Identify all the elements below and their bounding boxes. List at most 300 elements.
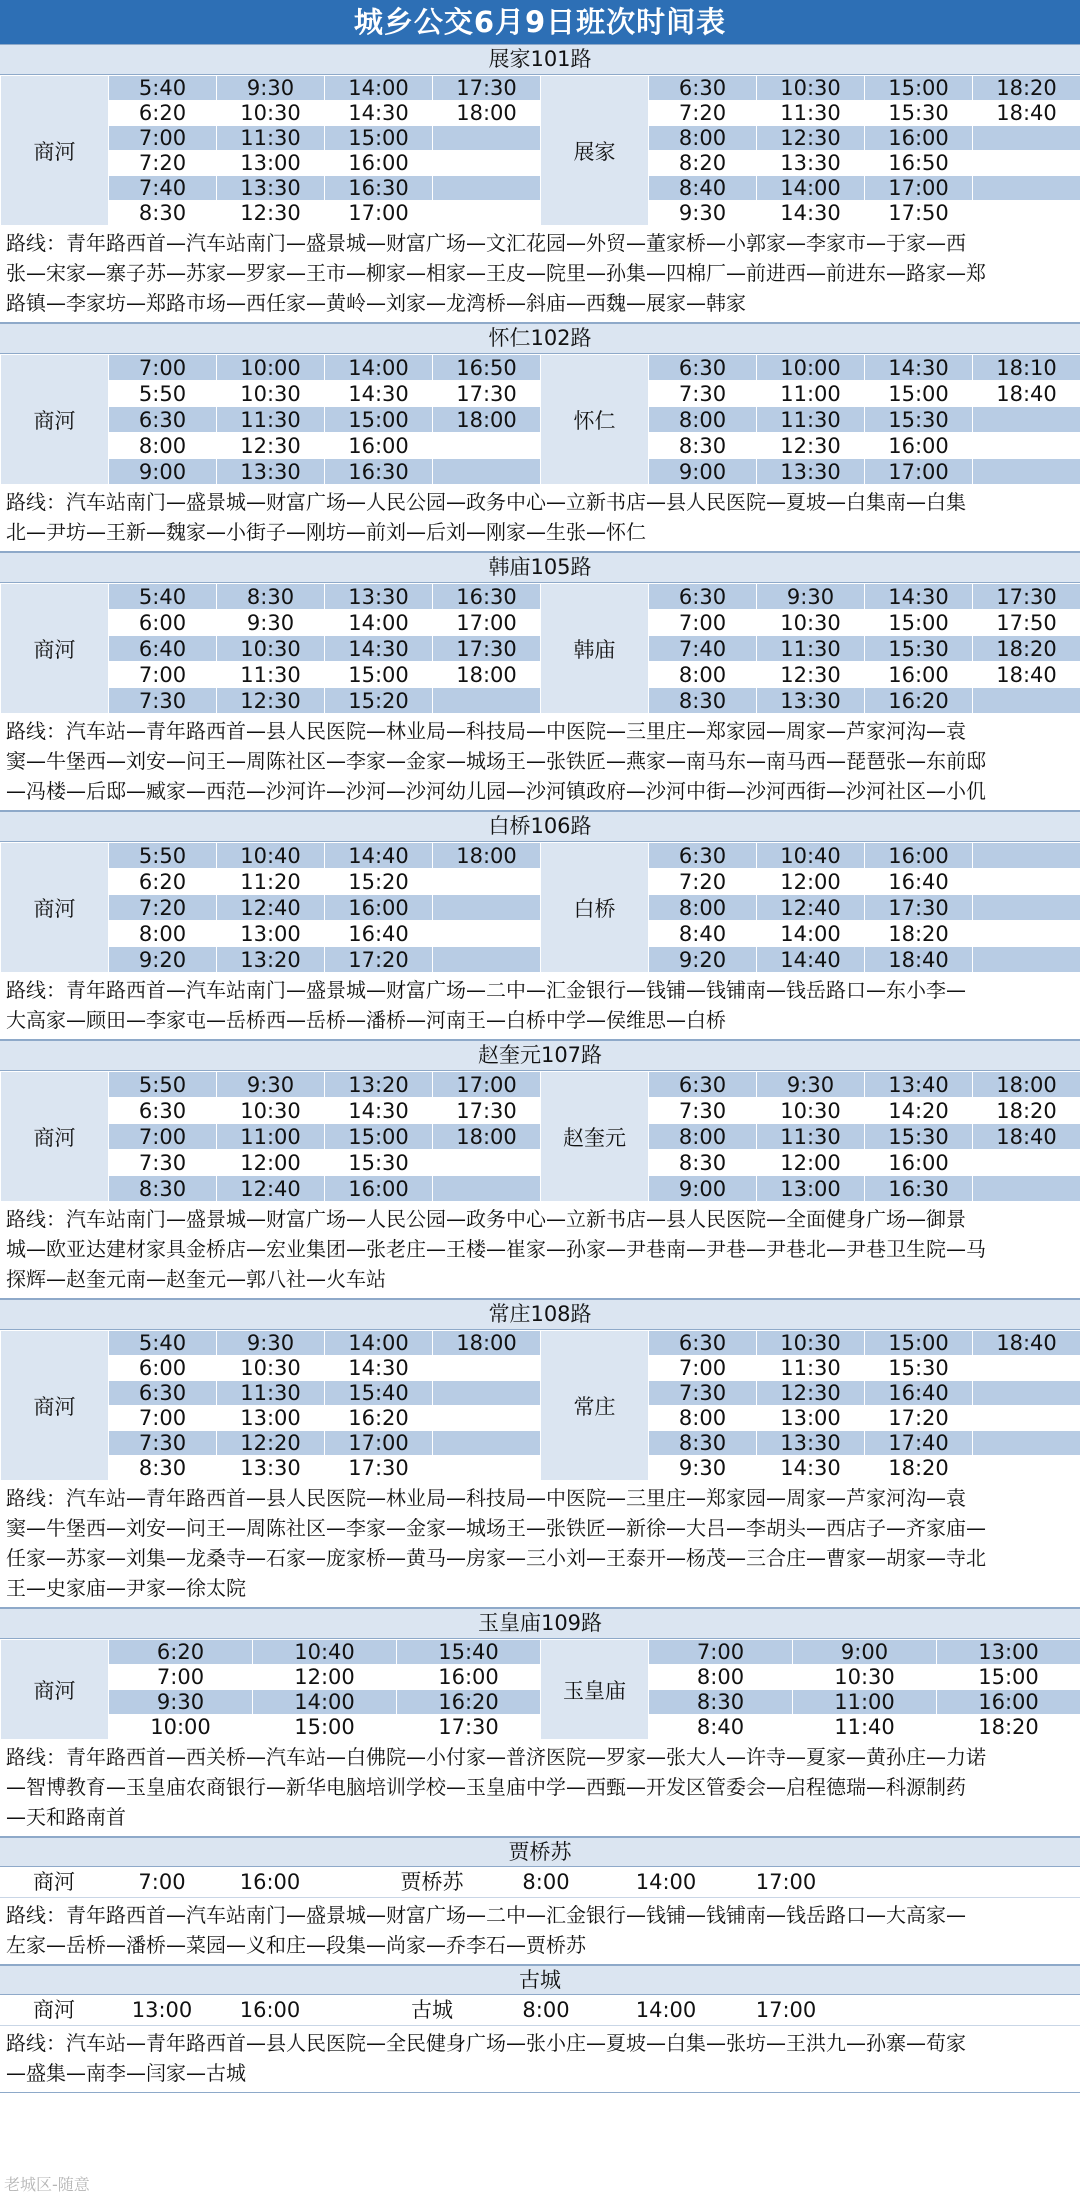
departure-time: 7:00 — [109, 126, 217, 151]
departure-time: 17:50 — [973, 610, 1080, 636]
departure-time — [973, 869, 1080, 895]
departure-time: 9:30 — [649, 201, 757, 226]
departure-time: 16:00 — [239, 1998, 301, 2022]
table-row — [1, 1124, 1080, 1150]
departure-time — [433, 947, 541, 973]
departure-time — [433, 869, 541, 895]
departure-time: 17:40 — [865, 1431, 973, 1456]
departure-time: 16:20 — [325, 1406, 433, 1431]
departure-time: 18:20 — [973, 636, 1080, 662]
route-section — [0, 44, 1080, 323]
table-row — [1, 1356, 1080, 1381]
departure-time: 6:30 — [649, 355, 757, 381]
schedule-table — [0, 1071, 1080, 1202]
departure-time — [973, 201, 1080, 226]
departure-time: 9:00 — [109, 459, 217, 485]
departure-time: 14:30 — [325, 381, 433, 407]
table-row — [1, 1715, 1080, 1740]
table-row — [1, 610, 1080, 636]
schedule-table — [0, 1639, 1080, 1740]
departure-time: 6:30 — [109, 407, 217, 433]
departure-time: 16:00 — [865, 126, 973, 151]
route-section — [0, 1608, 1080, 1837]
table-row — [1, 151, 1080, 176]
departure-time: 17:00 — [325, 201, 433, 226]
departure-time: 18:00 — [433, 101, 541, 126]
departure-time: 8:00 — [649, 1124, 757, 1150]
departure-time: 9:20 — [649, 947, 757, 973]
departure-time: 16:50 — [433, 355, 541, 381]
departure-time: 11:00 — [793, 1690, 937, 1715]
table-row — [1, 1381, 1080, 1406]
departure-time: 13:00 — [217, 921, 325, 947]
departure-time: 12:00 — [253, 1665, 397, 1690]
route-section — [0, 1837, 1080, 1965]
departure-time: 10:40 — [757, 843, 865, 869]
departure-time: 10:00 — [109, 1715, 253, 1740]
left-stop: 商河 — [33, 1870, 75, 1894]
section-title: 怀仁102路 — [0, 323, 1080, 354]
departure-time: 8:30 — [649, 1690, 793, 1715]
route-line: 路线：汽车站—青年路西首—县人民医院—林业局—科技局—中医院—三里庄—郑家园—周家—芦家河沟—袁 — [6, 1486, 966, 1510]
departure-time — [433, 688, 541, 714]
departure-time: 8:30 — [217, 584, 325, 610]
departure-time: 8:00 — [522, 1870, 570, 1894]
departure-time: 18:20 — [937, 1715, 1080, 1740]
table-row — [1, 1098, 1080, 1124]
departure-time — [433, 1150, 541, 1176]
table-row — [1, 636, 1080, 662]
departure-time — [973, 176, 1080, 201]
departure-time — [433, 151, 541, 176]
departure-time — [973, 947, 1080, 973]
departure-time — [973, 433, 1080, 459]
departure-time: 8:30 — [649, 1150, 757, 1176]
departure-time: 6:40 — [109, 636, 217, 662]
table-row — [1, 1406, 1080, 1431]
section-title: 常庄108路 — [0, 1299, 1080, 1330]
departure-time: 15:00 — [865, 381, 973, 407]
schedule-row — [0, 1995, 1080, 2026]
departure-time: 8:00 — [649, 407, 757, 433]
departure-time: 15:30 — [865, 407, 973, 433]
section-title: 展家101路 — [0, 44, 1080, 75]
departure-time: 17:30 — [865, 895, 973, 921]
route-section — [0, 1040, 1080, 1299]
departure-time — [433, 1406, 541, 1431]
departure-time: 8:00 — [649, 1665, 793, 1690]
departure-time: 17:00 — [865, 176, 973, 201]
route-line: 路线：青年路西首—汽车站南门—盛景城—财富广场—文汇花园—外贸—董家桥—小郭家—李家市—于家—西 — [6, 231, 966, 255]
departure-time: 14:00 — [635, 1998, 697, 2022]
left-stop: 商河 — [1, 1640, 109, 1740]
departure-time: 18:00 — [433, 407, 541, 433]
departure-time: 17:30 — [433, 76, 541, 101]
table-row — [1, 688, 1080, 714]
watermark: 老城区-随意 — [4, 2175, 90, 2194]
departure-time — [973, 688, 1080, 714]
left-stop: 商河 — [1, 76, 109, 226]
section-title: 白桥106路 — [0, 811, 1080, 842]
departure-time: 14:30 — [325, 101, 433, 126]
departure-time: 17:30 — [433, 636, 541, 662]
departure-time: 6:30 — [649, 1072, 757, 1098]
departure-time: 10:30 — [757, 76, 865, 101]
departure-time: 17:00 — [433, 610, 541, 636]
departure-time: 16:00 — [325, 1176, 433, 1202]
departure-time: 18:00 — [433, 1331, 541, 1356]
departure-time: 14:20 — [865, 1098, 973, 1124]
departure-time: 9:30 — [217, 1331, 325, 1356]
departure-time: 10:30 — [217, 636, 325, 662]
departure-time: 10:30 — [217, 381, 325, 407]
left-stop: 商河 — [33, 1998, 75, 2022]
departure-time: 15:00 — [325, 662, 433, 688]
departure-time: 14:40 — [757, 947, 865, 973]
departure-time: 7:30 — [649, 1098, 757, 1124]
departure-time: 18:40 — [973, 381, 1080, 407]
section-title: 韩庙105路 — [0, 552, 1080, 583]
departure-time: 15:00 — [865, 610, 973, 636]
departure-time: 15:00 — [325, 126, 433, 151]
departure-time: 14:30 — [865, 355, 973, 381]
left-stop: 商河 — [1, 355, 109, 485]
departure-time: 7:30 — [109, 1431, 217, 1456]
route-description — [0, 1202, 1080, 1299]
departure-time: 7:00 — [649, 610, 757, 636]
left-stop: 商河 — [1, 843, 109, 973]
departure-time — [433, 1456, 541, 1481]
departure-time: 16:00 — [865, 1150, 973, 1176]
departure-time — [433, 1176, 541, 1202]
departure-time: 9:30 — [217, 610, 325, 636]
route-line: 路线：青年路西首—汽车站南门—盛景城—财富广场—二中—汇金银行—钱铺—钱铺南—钱岳路口—大高家— — [6, 1903, 966, 1927]
table-row — [1, 76, 1080, 101]
departure-time: 10:40 — [253, 1640, 397, 1665]
departure-time: 8:00 — [649, 126, 757, 151]
table-row — [1, 126, 1080, 151]
departure-time — [973, 151, 1080, 176]
route-section — [0, 1965, 1080, 2093]
departure-time: 16:50 — [865, 151, 973, 176]
departure-time: 14:30 — [865, 584, 973, 610]
departure-time: 11:30 — [217, 662, 325, 688]
departure-time: 15:20 — [325, 869, 433, 895]
departure-time: 8:00 — [649, 895, 757, 921]
route-line: —天和路南首 — [6, 1805, 126, 1829]
departure-time: 12:20 — [217, 1431, 325, 1456]
right-stop: 韩庙 — [541, 584, 649, 714]
departure-time: 7:00 — [109, 1406, 217, 1431]
schedule-table — [0, 583, 1080, 714]
departure-time: 18:20 — [865, 921, 973, 947]
departure-time: 14:40 — [325, 843, 433, 869]
route-line: 任家—苏家—刘集—龙桑寺—石家—庞家桥—黄马—房家—三小刘—王泰开—杨茂—三合庄—曹家—胡家—寺北 — [6, 1546, 986, 1570]
departure-time: 16:20 — [397, 1690, 541, 1715]
table-row — [1, 1072, 1080, 1098]
departure-time — [433, 1431, 541, 1456]
table-row — [1, 921, 1080, 947]
departure-time: 18:40 — [865, 947, 973, 973]
departure-time: 17:20 — [325, 947, 433, 973]
departure-time: 17:00 — [865, 459, 973, 485]
departure-time: 9:00 — [649, 459, 757, 485]
departure-time: 12:30 — [757, 662, 865, 688]
departure-time: 8:30 — [649, 1431, 757, 1456]
departure-time: 17:20 — [865, 1406, 973, 1431]
departure-time: 15:00 — [865, 76, 973, 101]
departure-time — [973, 407, 1080, 433]
departure-time: 14:30 — [757, 1456, 865, 1481]
table-row — [1, 1150, 1080, 1176]
departure-time: 7:30 — [109, 688, 217, 714]
departure-time: 14:00 — [325, 610, 433, 636]
departure-time: 15:00 — [253, 1715, 397, 1740]
table-row — [1, 843, 1080, 869]
departure-time: 8:00 — [522, 1998, 570, 2022]
departure-time: 16:40 — [865, 869, 973, 895]
departure-time: 9:30 — [757, 584, 865, 610]
page-title: 城乡公交6月9日班次时间表 — [0, 0, 1080, 44]
departure-time: 8:30 — [109, 1456, 217, 1481]
route-description — [0, 226, 1080, 323]
departure-time — [973, 1431, 1080, 1456]
departure-time: 15:30 — [865, 101, 973, 126]
departure-time: 10:00 — [217, 355, 325, 381]
departure-time: 14:00 — [635, 1870, 697, 1894]
route-line: 路线：青年路西首—汽车站南门—盛景城—财富广场—二中—汇金银行—钱铺—钱铺南—钱岳路口—东小李— — [6, 978, 966, 1002]
departure-time: 9:30 — [757, 1072, 865, 1098]
right-stop: 玉皇庙 — [541, 1640, 649, 1740]
departure-time — [973, 1150, 1080, 1176]
departure-time: 8:40 — [649, 176, 757, 201]
departure-time: 12:40 — [757, 895, 865, 921]
table-row — [1, 1431, 1080, 1456]
departure-time: 10:30 — [217, 101, 325, 126]
departure-time: 15:20 — [325, 688, 433, 714]
departure-time — [433, 126, 541, 151]
sections-container — [0, 44, 1080, 1837]
departure-time: 16:20 — [865, 688, 973, 714]
route-description — [0, 1481, 1080, 1608]
departure-time: 10:30 — [217, 1356, 325, 1381]
departure-time: 6:00 — [109, 610, 217, 636]
departure-time: 10:30 — [757, 610, 865, 636]
departure-time: 7:00 — [109, 662, 217, 688]
departure-time: 15:00 — [325, 407, 433, 433]
departure-time: 17:00 — [433, 1072, 541, 1098]
departure-time: 18:40 — [973, 662, 1080, 688]
right-stop: 赵奎元 — [541, 1072, 649, 1202]
schedule-table — [0, 1330, 1080, 1481]
table-row — [1, 895, 1080, 921]
left-stop: 商河 — [1, 1072, 109, 1202]
departure-time: 15:00 — [937, 1665, 1080, 1690]
departure-time: 15:30 — [865, 1356, 973, 1381]
departure-time: 5:50 — [109, 1072, 217, 1098]
departure-time: 6:30 — [649, 1331, 757, 1356]
route-line: 城—欧亚达建材家具金桥店—宏业集团—张老庄—王楼—崔家—孙家—尹巷南—尹巷—尹巷北—尹巷卫生院—马 — [6, 1237, 986, 1261]
departure-time: 10:00 — [757, 355, 865, 381]
departure-time: 8:30 — [649, 688, 757, 714]
departure-time: 14:00 — [757, 921, 865, 947]
route-line: —冯楼—后邸—臧家—西范—沙河许—沙河—沙河幼儿园—沙河镇政府—沙河中街—沙河西街—沙河社区—小仉 — [6, 779, 986, 803]
right-stop: 展家 — [541, 76, 649, 226]
departure-time: 13:00 — [757, 1176, 865, 1202]
departure-time: 12:00 — [757, 869, 865, 895]
departure-time: 14:00 — [253, 1690, 397, 1715]
departure-time: 17:00 — [755, 1870, 817, 1894]
departure-time: 8:40 — [649, 921, 757, 947]
departure-time: 17:30 — [433, 1098, 541, 1124]
table-row — [1, 947, 1080, 973]
route-description — [0, 1898, 1080, 1965]
departure-time: 17:30 — [433, 381, 541, 407]
spacer — [324, 1995, 378, 2025]
section-title: 古城 — [0, 1965, 1080, 1995]
departure-time: 6:30 — [649, 843, 757, 869]
departure-time: 13:00 — [131, 1998, 193, 2022]
table-row — [1, 869, 1080, 895]
departure-time: 16:00 — [325, 895, 433, 921]
schedule-row — [0, 1867, 1080, 1898]
departure-time: 7:30 — [649, 381, 757, 407]
departure-time: 11:30 — [217, 407, 325, 433]
route-line: 路线：汽车站—青年路西首—县人民医院—全民健身广场—张小庄—夏坡—白集—张坊—王洪九—孙寨—荀家 — [6, 2031, 966, 2055]
departure-time: 12:30 — [217, 433, 325, 459]
departure-time: 7:00 — [138, 1870, 186, 1894]
departure-time — [433, 176, 541, 201]
departure-time: 11:30 — [757, 1124, 865, 1150]
departure-time: 12:30 — [757, 433, 865, 459]
departure-time — [973, 1381, 1080, 1406]
departure-time: 12:00 — [217, 1150, 325, 1176]
departure-time: 14:00 — [325, 355, 433, 381]
route-line: 北—尹坊—王新—魏家—小街子—刚坊—前刘—后刘—刚家—生张—怀仁 — [6, 520, 646, 544]
departure-time: 11:30 — [757, 636, 865, 662]
simple-sections-container — [0, 1837, 1080, 2093]
departure-time: 7:00 — [109, 1124, 217, 1150]
departure-time — [973, 126, 1080, 151]
departure-time: 10:40 — [217, 843, 325, 869]
table-row — [1, 584, 1080, 610]
departure-time: 16:30 — [325, 459, 433, 485]
departure-time: 7:20 — [649, 869, 757, 895]
departure-time: 12:30 — [217, 688, 325, 714]
departure-time: 14:00 — [325, 76, 433, 101]
departure-time: 9:30 — [109, 1690, 253, 1715]
departure-time: 16:40 — [865, 1381, 973, 1406]
departure-time — [973, 1356, 1080, 1381]
departure-time: 9:30 — [649, 1456, 757, 1481]
departure-time: 13:40 — [865, 1072, 973, 1098]
departure-time: 16:00 — [325, 151, 433, 176]
departure-time: 11:30 — [217, 1381, 325, 1406]
departure-time: 11:20 — [217, 869, 325, 895]
departure-time: 5:50 — [109, 843, 217, 869]
departure-time: 15:00 — [325, 1124, 433, 1150]
departure-time: 8:00 — [109, 433, 217, 459]
departure-time: 14:00 — [757, 176, 865, 201]
departure-time: 5:40 — [109, 584, 217, 610]
departure-time: 9:00 — [793, 1640, 937, 1665]
departure-time — [973, 843, 1080, 869]
departure-time: 8:30 — [109, 201, 217, 226]
departure-time: 11:00 — [757, 381, 865, 407]
departure-time: 13:30 — [325, 584, 433, 610]
departure-time: 11:30 — [217, 126, 325, 151]
departure-time — [433, 459, 541, 485]
table-row — [1, 662, 1080, 688]
departure-time: 7:00 — [649, 1640, 793, 1665]
route-line: 路线：汽车站南门—盛景城—财富广场—人民公园—政务中心—立新书店—县人民医院—夏坡—白集南—白集 — [6, 490, 966, 514]
departure-time: 16:30 — [433, 584, 541, 610]
departure-time: 9:30 — [217, 1072, 325, 1098]
departure-time — [433, 921, 541, 947]
departure-time: 16:40 — [325, 921, 433, 947]
departure-time: 12:00 — [757, 1150, 865, 1176]
schedule-table — [0, 75, 1080, 226]
departure-time: 13:30 — [757, 459, 865, 485]
route-line: 路镇—李家坊—郑路市场—西任家—黄岭—刘家—龙湾桥—斜庙—西魏—展家—韩家 — [6, 291, 746, 315]
departure-time: 14:30 — [325, 1356, 433, 1381]
right-stop: 白桥 — [541, 843, 649, 973]
departure-time: 10:30 — [217, 1098, 325, 1124]
departure-time: 15:40 — [397, 1640, 541, 1665]
departure-time: 7:00 — [649, 1356, 757, 1381]
departure-time: 15:30 — [325, 1150, 433, 1176]
departure-time: 8:30 — [109, 1176, 217, 1202]
right-stop: 贾桥苏 — [400, 1870, 464, 1894]
table-row — [1, 1456, 1080, 1481]
departure-time: 5:50 — [109, 381, 217, 407]
departure-time: 17:50 — [865, 201, 973, 226]
departure-time: 7:20 — [109, 151, 217, 176]
departure-time: 12:30 — [217, 201, 325, 226]
departure-time: 13:20 — [217, 947, 325, 973]
route-description — [0, 714, 1080, 811]
departure-time — [973, 1456, 1080, 1481]
departure-time: 5:40 — [109, 76, 217, 101]
departure-time: 7:20 — [109, 895, 217, 921]
departure-time: 16:00 — [937, 1690, 1080, 1715]
departure-time: 16:00 — [397, 1665, 541, 1690]
departure-time — [433, 895, 541, 921]
departure-time: 13:30 — [757, 151, 865, 176]
table-row — [1, 459, 1080, 485]
departure-time: 9:00 — [649, 1176, 757, 1202]
route-description — [0, 1740, 1080, 1837]
departure-time: 7:00 — [109, 355, 217, 381]
departure-time: 6:30 — [109, 1381, 217, 1406]
table-row — [1, 355, 1080, 381]
departure-time: 8:00 — [109, 921, 217, 947]
departure-time: 17:30 — [397, 1715, 541, 1740]
departure-time: 6:20 — [109, 1640, 253, 1665]
departure-time: 13:30 — [217, 176, 325, 201]
right-stop: 常庄 — [541, 1331, 649, 1481]
route-section — [0, 811, 1080, 1040]
departure-time: 14:30 — [757, 201, 865, 226]
section-title: 贾桥苏 — [0, 1837, 1080, 1867]
route-line: 窦—牛堡西—刘安—问王—周陈社区—李家—金家—城场王—张铁匠—燕家—南马东—南马西—琵琶张—东前邸 — [6, 749, 986, 773]
route-line: 探辉—赵奎元南—赵奎元—郭八社—火车站 — [6, 1267, 386, 1291]
table-row — [1, 201, 1080, 226]
departure-time — [433, 201, 541, 226]
route-line: 张—宋家—寨子苏—苏家—罗家—王市—柳家—相家—王皮—院里—孙集—四棉厂—前进西—前进东—路家—郑 — [6, 261, 986, 285]
departure-time: 11:30 — [757, 101, 865, 126]
schedule-table — [0, 842, 1080, 973]
